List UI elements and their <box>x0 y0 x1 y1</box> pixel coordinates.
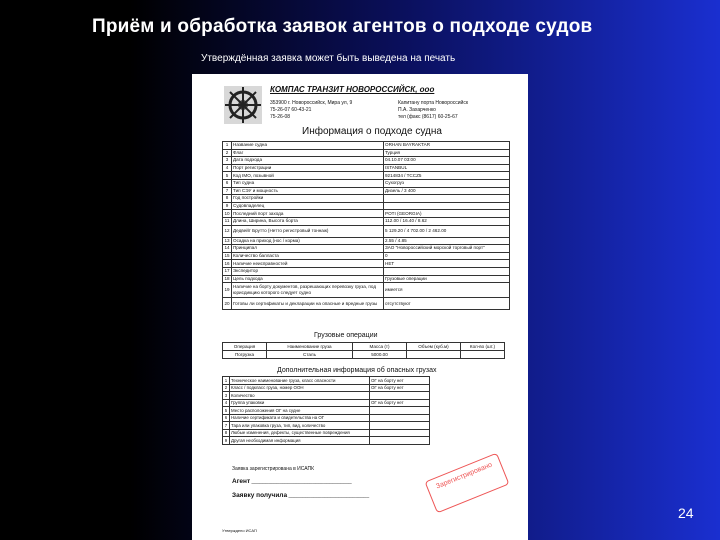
info-row <box>223 245 510 253</box>
document-title: Информация о подходе судна <box>302 126 442 137</box>
hazard-row <box>223 377 430 385</box>
row-number: 5 <box>223 172 232 180</box>
hazard-row <box>223 399 430 407</box>
info-row <box>223 237 510 245</box>
row-label: Наличие неисправностей <box>232 260 384 268</box>
cargo-cell <box>407 351 461 359</box>
row-number: 9 <box>223 437 230 445</box>
row-value: 0 <box>384 252 510 260</box>
row-label: Цель подхода <box>232 275 384 283</box>
cargo-operations-table <box>222 342 505 359</box>
info-row <box>223 187 510 195</box>
row-value: 112.00 / 16.40 / 8.62 <box>384 217 510 225</box>
row-number: 4 <box>223 399 230 407</box>
page-number: 24 <box>678 505 694 521</box>
cargo-header-row <box>223 343 505 351</box>
row-label: Название судна <box>232 142 384 150</box>
row-value <box>384 267 510 275</box>
ship-wheel-icon <box>222 84 264 126</box>
row-value: POTI (GEORGIA) <box>384 210 510 218</box>
row-label: Экспедитор <box>232 267 384 275</box>
row-number: 1 <box>223 142 232 150</box>
info-row <box>223 298 510 310</box>
row-label: Длина, Ширина, Высота борта <box>232 217 384 225</box>
agent-signature: Агент ____________________________________ <box>232 478 352 485</box>
info-row <box>223 179 510 187</box>
row-label: Принципал <box>232 245 384 253</box>
row-value: ОГ на борту нет <box>370 384 430 392</box>
info-row <box>223 275 510 283</box>
cargo-cell: Сталь <box>267 351 353 359</box>
row-label: Наличие на борту документов, разрешающих перевозку груза, под юрисдикцию которого следует судно <box>232 283 384 298</box>
row-number: 7 <box>223 422 230 430</box>
info-row <box>223 164 510 172</box>
row-value <box>370 414 430 422</box>
row-label: Класс / подкласс груза, номер ООН <box>230 384 370 392</box>
row-label: Тара или упаковка груза, тип, вид, количество <box>230 422 370 430</box>
row-label: Тип судна <box>232 179 384 187</box>
cargo-header-cell: Наименование груза <box>267 343 353 351</box>
row-value: ОГ на борту нет <box>370 399 430 407</box>
row-value <box>384 202 510 210</box>
row-number: 2 <box>223 384 230 392</box>
row-label: Тип СЭУ и мощность <box>232 187 384 195</box>
cargo-cell <box>461 351 505 359</box>
row-value <box>370 437 430 445</box>
hazard-row <box>223 407 430 415</box>
company-address: 353900 г. Новороссийск, Мира ул, 9 75-26-07 60-43-21 75-26-08 <box>270 100 353 120</box>
hazard-info-table <box>222 376 430 445</box>
info-row <box>223 225 510 237</box>
row-label: Порт регистрации <box>232 164 384 172</box>
info-row <box>223 267 510 275</box>
info-row <box>223 172 510 180</box>
slide-subtitle: Утверждённая заявка может быть выведена на печать <box>201 53 456 64</box>
cargo-header-cell: Объем (куб.м) <box>407 343 461 351</box>
row-label: Осадка на приход (нос / корма) <box>232 237 384 245</box>
row-number: 8 <box>223 429 230 437</box>
row-number: 10 <box>224 210 230 216</box>
row-value: 9214834 / TCCZ5 <box>384 172 510 180</box>
hazard-section-title: Дополнительная информация об опасных грузах <box>277 367 437 374</box>
row-label: Техническое наименование груза, класс опасности <box>230 377 370 385</box>
hazard-row <box>223 422 430 430</box>
hazard-row <box>223 414 430 422</box>
info-row <box>223 202 510 210</box>
info-row <box>223 142 510 150</box>
info-row <box>223 260 510 268</box>
received-signature: Заявку получила _____________________________ <box>232 492 370 499</box>
row-number: 18 <box>224 275 230 281</box>
row-label: Судовладелец <box>232 202 384 210</box>
info-row <box>223 283 510 298</box>
row-label: Любые изменения, дефекты, существенные повреждения <box>230 429 370 437</box>
row-number: 3 <box>223 157 232 165</box>
row-value: 2.55 / 4.85 <box>384 237 510 245</box>
row-number: 20 <box>223 298 232 310</box>
row-label: Дата подхода <box>232 157 384 165</box>
recipient-contact: Капитану порта Новороссийск П.А. Захарченко тел (факс (8617) 60-25-67 <box>398 100 469 120</box>
row-number: 4 <box>223 164 232 172</box>
row-number: 17 <box>224 268 230 274</box>
row-value <box>370 422 430 430</box>
row-number: 9 <box>223 202 232 210</box>
row-label: Дедвейт Брутто (Нетто регистровый тоннаж) <box>232 225 384 237</box>
row-label: Код IMO, позывной <box>232 172 384 180</box>
hazard-row <box>223 384 430 392</box>
row-number: 5 <box>223 407 230 415</box>
info-row <box>223 217 510 225</box>
hazard-row <box>223 392 430 400</box>
row-number: 3 <box>223 392 230 400</box>
row-label: Группа упаковки <box>230 399 370 407</box>
row-label: Место расположения ОГ на судне <box>230 407 370 415</box>
row-number: 2 <box>223 149 232 157</box>
row-value: Турция <box>384 149 510 157</box>
cargo-row <box>223 351 505 359</box>
row-value: ISTANBUL <box>384 164 510 172</box>
cargo-cell: 5000.00 <box>353 351 407 359</box>
row-number: 13 <box>224 237 230 243</box>
cargo-section-title: Грузовые операции <box>314 332 378 339</box>
row-value: Сухогруз <box>384 179 510 187</box>
row-value <box>384 195 510 203</box>
row-label: Количество <box>230 392 370 400</box>
row-value: НЕТ <box>384 260 510 268</box>
row-value <box>370 407 430 415</box>
document-page <box>192 74 528 540</box>
row-number: 19 <box>223 283 232 298</box>
cargo-header-cell: Кол-во (шт.) <box>461 343 505 351</box>
row-label: Готовы ли сертификаты и декларации на опасные и вредные грузы <box>232 298 384 310</box>
row-value <box>370 429 430 437</box>
row-value: ЗАО "Новороссийский морской торговый порт" <box>384 245 510 253</box>
row-label: Последний порт захода <box>232 210 384 218</box>
row-label: Флаг <box>232 149 384 157</box>
cargo-header-cell: Операция <box>223 343 267 351</box>
row-number: 14 <box>224 245 230 251</box>
row-value: отсутствуют <box>384 298 510 310</box>
row-label: Наличие сертификата и свидетельства на ОГ <box>230 414 370 422</box>
row-value: Грузовые операции <box>384 275 510 283</box>
row-number: 1 <box>223 377 230 385</box>
row-value <box>370 392 430 400</box>
row-number: 11 <box>223 217 232 225</box>
registration-note: Заявка зарегистрирована в ИСАПК <box>232 466 315 472</box>
document-footer: Утверждено ИСАП <box>222 528 257 533</box>
info-row <box>223 157 510 165</box>
vessel-info-table <box>222 141 510 310</box>
row-number: 16 <box>224 260 230 266</box>
slide-title: Приём и обработка заявок агентов о подходе судов <box>92 16 593 37</box>
row-label: Другая необходимая информация <box>230 437 370 445</box>
company-name: КОМПАС ТРАНЗИТ НОВОРОССИЙСК, ооо <box>270 85 435 94</box>
hazard-row <box>223 429 430 437</box>
row-value: ОГ на борту нет <box>370 377 430 385</box>
row-value: имеется <box>384 283 510 298</box>
row-value: ORHAN BAYRAKTAR <box>384 142 510 150</box>
row-number: 12 <box>223 225 232 237</box>
row-label: Год постройки <box>232 195 384 203</box>
row-number: 6 <box>223 414 230 422</box>
cargo-cell: Погрузка <box>223 351 267 359</box>
row-number: 7 <box>223 187 232 195</box>
row-number: 8 <box>223 195 232 203</box>
row-value: Дизель / 3 400 <box>384 187 510 195</box>
registration-stamp: Зарегистрировано <box>424 453 509 514</box>
info-row <box>223 252 510 260</box>
row-value: 04.10.07 03:00 <box>384 157 510 165</box>
row-number: 6 <box>223 179 232 187</box>
row-value: 5 129.20 / 4 702.00 / 2 462.00 <box>384 225 510 237</box>
hazard-row <box>223 437 430 445</box>
info-row <box>223 149 510 157</box>
row-label: Количество балласта <box>232 252 384 260</box>
row-number: 15 <box>224 253 230 259</box>
info-row <box>223 195 510 203</box>
info-row <box>223 210 510 218</box>
cargo-header-cell: Масса (т) <box>353 343 407 351</box>
